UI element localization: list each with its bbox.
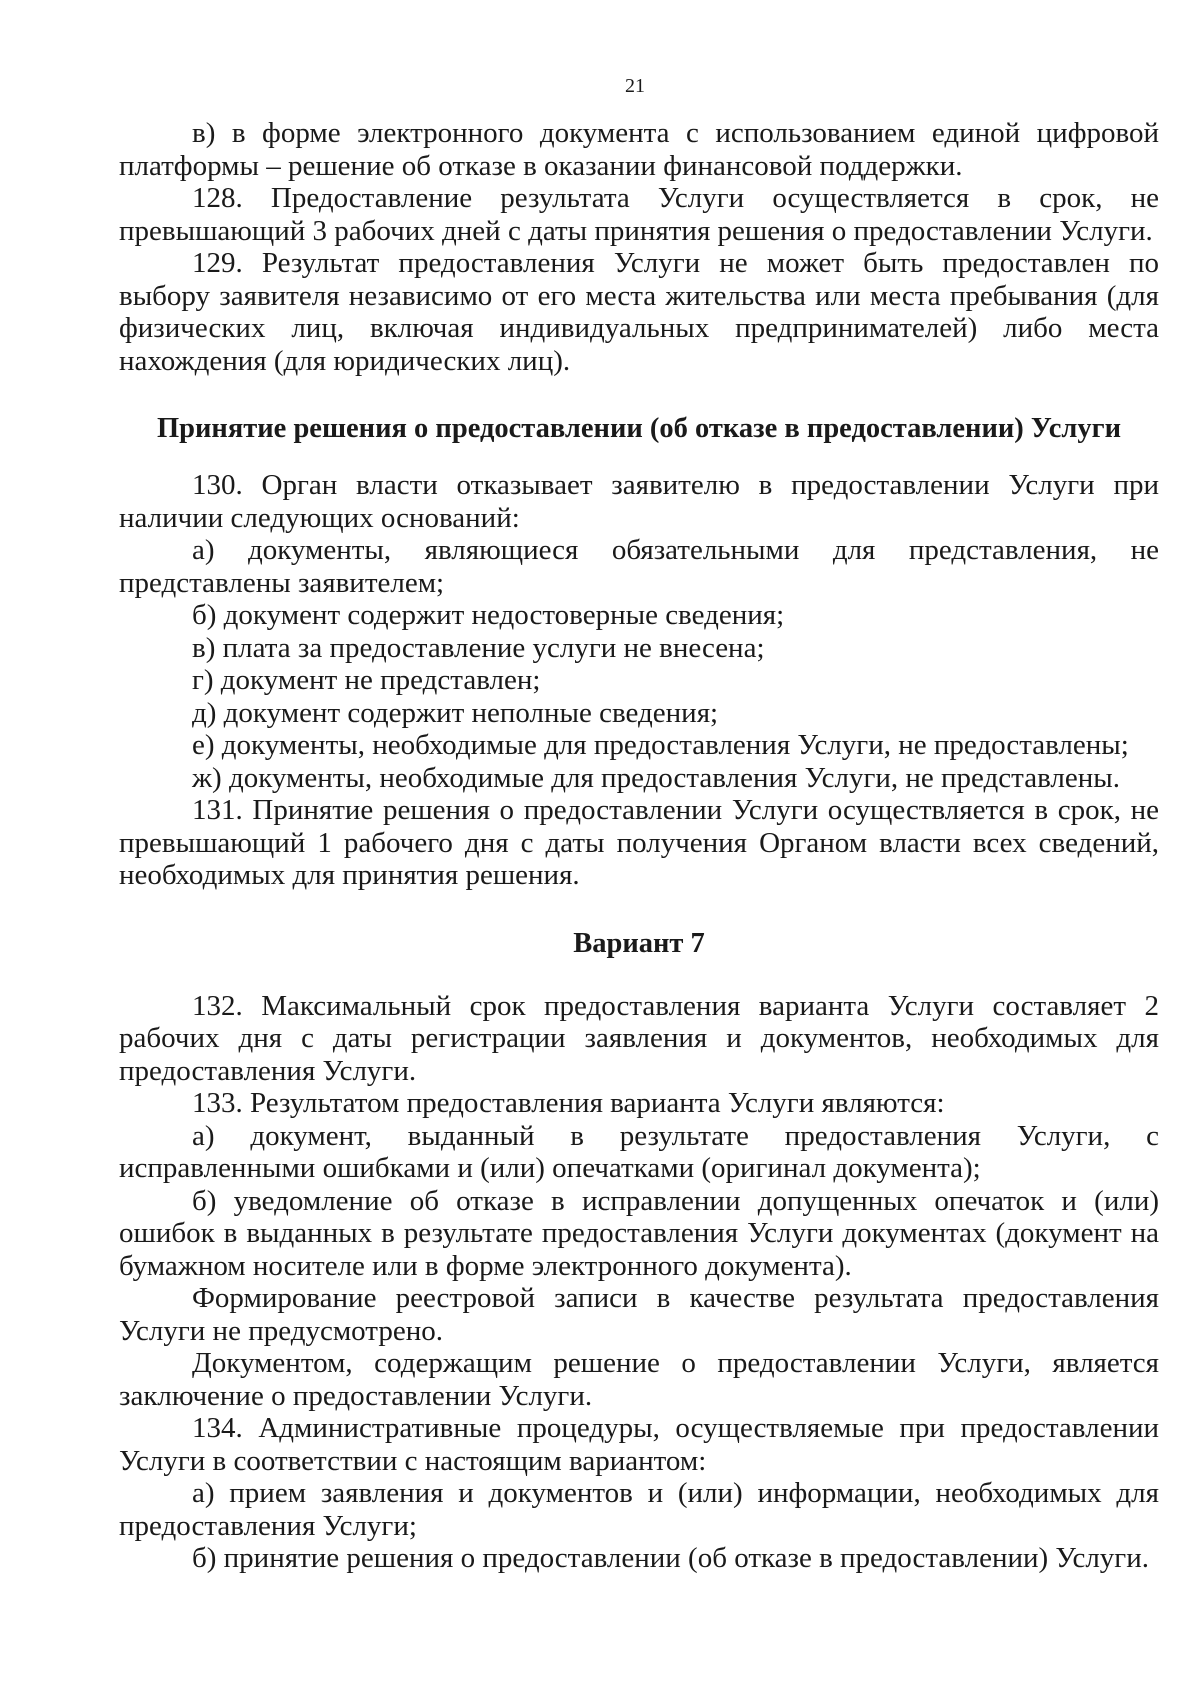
section-heading: Принятие решения о предоставлении (об отказе в предоставлении) Услуги <box>156 413 1121 444</box>
paragraph: 133. Результатом предоставления варианта Услуги являются: <box>192 1087 945 1119</box>
variant-heading: Вариант 7 <box>573 927 705 959</box>
list-item: а) документы, являющиеся обязательными для представления, не представлены заявителем; <box>119 534 1159 599</box>
paragraph: Формирование реестровой записи в качестве результата предоставления Услуги не предусмотрено. <box>119 1282 1159 1347</box>
list-item: в) плата за предоставление услуги не внесена; <box>192 631 765 664</box>
paragraph: 134. Административные процедуры, осуществляемые при предоставлении Услуги в соответствии с настоящим вариантом: <box>119 1412 1159 1477</box>
list-item: д) документ содержит неполные сведения; <box>192 696 719 729</box>
paragraph: 131. Принятие решения о предоставлении Услуги осуществляется в срок, не превышающий 1 рабочего дня с даты получения Органом власти всех сведений, необходимых для принятия решения. <box>119 794 1159 891</box>
list-item: а) документ, выданный в результате предоставления Услуги, с исправленными ошибками и (или) опечатками (оригинал документа); <box>119 1119 1159 1184</box>
list-item: а) прием заявления и документов и (или) информации, необходимых для предоставления Услуги; <box>119 1477 1159 1542</box>
list-item: б) уведомление об отказе в исправлении допущенных опечаток и (или) ошибок в выданных в результате предоставления Услуги документах (документ на бумажном носителе или в форме электронного документа). <box>119 1184 1159 1282</box>
paragraph: 130. Орган власти отказывает заявителю в предоставлении Услуги при наличии следующих оснований: <box>119 469 1159 534</box>
list-item: б) документ содержит недостоверные сведения; <box>192 599 785 631</box>
document-body <box>119 117 1159 1575</box>
list-item: б) принятие решения о предоставлении (об отказе в предоставлении) Услуги. <box>192 1542 1149 1574</box>
paragraph: 129. Результат предоставления Услуги не может быть предоставлен по выбору заявителя независимо от его места жительства или места пребывания (для физических лиц, включая индивидуальных предпринимателей) либо места нахождения (для юридических лиц). <box>119 247 1159 377</box>
paragraph: 132. Максимальный срок предоставления варианта Услуги составляет 2 рабочих дня с даты регистрации заявления и документов, необходимых для предоставления Услуги. <box>119 989 1159 1087</box>
list-item: г) документ не представлен; <box>192 664 541 696</box>
page-number: 21 <box>625 75 645 97</box>
paragraph: Документом, содержащим решение о предоставлении Услуги, является заключение о предоставлении Услуги. <box>119 1347 1159 1412</box>
paragraph: в) в форме электронного документа с использованием единой цифровой платформы – решение об отказе в оказании финансовой поддержки. <box>119 117 1159 182</box>
list-item: ж) документы, необходимые для предоставления Услуги, не представлены. <box>192 761 1120 794</box>
list-item: е) документы, необходимые для предоставления Услуги, не предоставлены; <box>192 729 1129 761</box>
paragraph: 128. Предоставление результата Услуги осуществляется в срок, не превышающий 3 рабочих дней с даты принятия решения о предоставлении Услуги. <box>119 182 1159 247</box>
